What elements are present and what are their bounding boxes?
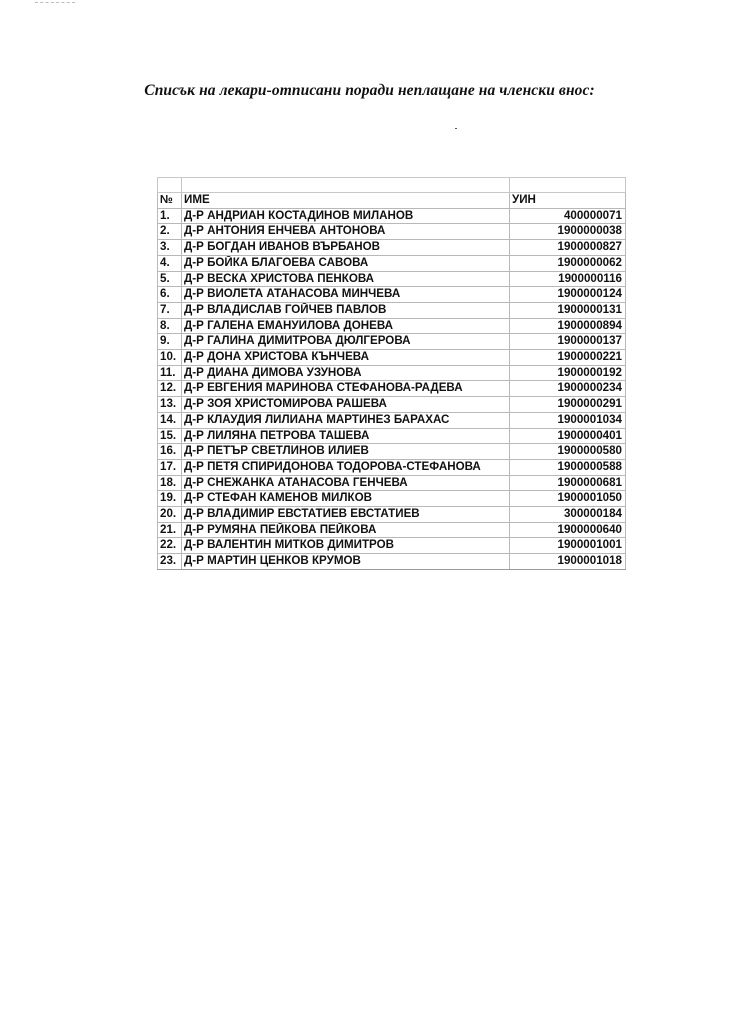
- table-row: [158, 444, 626, 460]
- doctor-uin: 1900000681: [510, 475, 626, 491]
- doctor-uin: 1900000137: [510, 334, 626, 350]
- table-header-row: [158, 193, 626, 209]
- doctor-uin: 1900000640: [510, 522, 626, 538]
- doctor-uin: 1900000894: [510, 318, 626, 334]
- row-number: 10.: [158, 350, 182, 366]
- doctor-uin: 1900001018: [510, 554, 626, 570]
- row-number: 15.: [158, 428, 182, 444]
- doctor-uin: 1900000588: [510, 459, 626, 475]
- row-number: 6.: [158, 287, 182, 303]
- doctor-name: Д-Р АНТОНИЯ ЕНЧЕВА АНТОНОВА: [182, 224, 510, 240]
- row-number: 17.: [158, 459, 182, 475]
- doctor-uin: 400000071: [510, 208, 626, 224]
- header-name: ИМЕ: [182, 193, 510, 209]
- table-row: [158, 412, 626, 428]
- doctor-name: Д-Р СНЕЖАНКА АТАНАСОВА ГЕНЧЕВА: [182, 475, 510, 491]
- doctor-name: Д-Р ВЛАДИСЛАВ ГОЙЧЕВ ПАВЛОВ: [182, 302, 510, 318]
- doctor-uin: 1900001001: [510, 538, 626, 554]
- doctor-uin: 1900000221: [510, 350, 626, 366]
- table-row: [158, 302, 626, 318]
- doctor-uin: 1900000291: [510, 397, 626, 413]
- doctor-name: Д-Р ВАЛЕНТИН МИТКОВ ДИМИТРОВ: [182, 538, 510, 554]
- row-number: 3.: [158, 240, 182, 256]
- table-row: [158, 381, 626, 397]
- row-number: 22.: [158, 538, 182, 554]
- doctor-uin: 300000184: [510, 507, 626, 523]
- header-num: №: [158, 193, 182, 209]
- doctor-name: Д-Р ВЛАДИМИР ЕВСТАТИЕВ ЕВСТАТИЕВ: [182, 507, 510, 523]
- table-row: [158, 224, 626, 240]
- row-number: 7.: [158, 302, 182, 318]
- table-row: [158, 475, 626, 491]
- doctor-uin: 1900001050: [510, 491, 626, 507]
- doctor-name: Д-Р БОЙКА БЛАГОЕВА САВОВА: [182, 255, 510, 271]
- doctors-table: [157, 177, 626, 570]
- table-row: [158, 397, 626, 413]
- row-number: 8.: [158, 318, 182, 334]
- table-row: [158, 507, 626, 523]
- doctor-uin: 1900000580: [510, 444, 626, 460]
- table-row: [158, 428, 626, 444]
- doctor-name: Д-Р ВЕСКА ХРИСТОВА ПЕНКОВА: [182, 271, 510, 287]
- doctor-uin: 1900000401: [510, 428, 626, 444]
- table-row: [158, 271, 626, 287]
- row-number: 21.: [158, 522, 182, 538]
- doctor-name: Д-Р ЗОЯ ХРИСТОМИРОВА РАШЕВА: [182, 397, 510, 413]
- table-row: [158, 334, 626, 350]
- doctor-uin: 1900000192: [510, 365, 626, 381]
- doctor-name: Д-Р ГАЛИНА ДИМИТРОВА ДЮЛГЕРОВА: [182, 334, 510, 350]
- row-number: 13.: [158, 397, 182, 413]
- doctor-name: Д-Р ДОНА ХРИСТОВА КЪНЧЕВА: [182, 350, 510, 366]
- table-row: [158, 491, 626, 507]
- doctors-table-container: [157, 177, 625, 570]
- table-row: [158, 318, 626, 334]
- scan-artifact: [35, 2, 75, 7]
- row-number: 12.: [158, 381, 182, 397]
- doctor-uin: 1900000062: [510, 255, 626, 271]
- row-number: 1.: [158, 208, 182, 224]
- doctor-name: Д-Р ЕВГЕНИЯ МАРИНОВА СТЕФАНОВА-РАДЕВА: [182, 381, 510, 397]
- table-body: [158, 178, 626, 570]
- doctor-uin: 1900000234: [510, 381, 626, 397]
- page-title: Списък на лекари-отписани поради неплащане на членски внос:: [144, 82, 595, 99]
- table-row: [158, 255, 626, 271]
- table-blank-row: [158, 178, 626, 193]
- scan-dot: [455, 128, 457, 129]
- row-number: 23.: [158, 554, 182, 570]
- blank-cell: [158, 178, 182, 193]
- doctor-name: Д-Р КЛАУДИЯ ЛИЛИАНА МАРТИНЕЗ БАРАХАС: [182, 412, 510, 428]
- table-row: [158, 287, 626, 303]
- doctor-name: Д-Р ЛИЛЯНА ПЕТРОВА ТАШЕВА: [182, 428, 510, 444]
- table-row: [158, 208, 626, 224]
- doctor-uin: 1900000131: [510, 302, 626, 318]
- doctor-name: Д-Р РУМЯНА ПЕЙКОВА ПЕЙКОВА: [182, 522, 510, 538]
- row-number: 19.: [158, 491, 182, 507]
- table-row: [158, 554, 626, 570]
- doctor-uin: 1900000116: [510, 271, 626, 287]
- doctor-uin: 1900001034: [510, 412, 626, 428]
- row-number: 5.: [158, 271, 182, 287]
- row-number: 11.: [158, 365, 182, 381]
- doctor-name: Д-Р БОГДАН ИВАНОВ ВЪРБАНОВ: [182, 240, 510, 256]
- blank-cell: [182, 178, 510, 193]
- row-number: 4.: [158, 255, 182, 271]
- blank-cell: [510, 178, 626, 193]
- row-number: 9.: [158, 334, 182, 350]
- row-number: 18.: [158, 475, 182, 491]
- doctor-name: Д-Р ПЕТЪР СВЕТЛИНОВ ИЛИЕВ: [182, 444, 510, 460]
- table-row: [158, 522, 626, 538]
- doctor-uin: 1900000038: [510, 224, 626, 240]
- doctor-name: Д-Р СТЕФАН КАМЕНОВ МИЛКОВ: [182, 491, 510, 507]
- doctor-name: Д-Р ВИОЛЕТА АТАНАСОВА МИНЧЕВА: [182, 287, 510, 303]
- table-row: [158, 350, 626, 366]
- doctor-uin: 1900000124: [510, 287, 626, 303]
- table-row: [158, 365, 626, 381]
- row-number: 20.: [158, 507, 182, 523]
- header-uin: УИН: [510, 193, 626, 209]
- doctor-name: Д-Р ДИАНА ДИМОВА УЗУНОВА: [182, 365, 510, 381]
- row-number: 14.: [158, 412, 182, 428]
- table-row: [158, 459, 626, 475]
- doctor-name: Д-Р ГАЛЕНА ЕМАНУИЛОВА ДОНЕВА: [182, 318, 510, 334]
- doctor-uin: 1900000827: [510, 240, 626, 256]
- doctor-name: Д-Р АНДРИАН КОСТАДИНОВ МИЛАНОВ: [182, 208, 510, 224]
- table-row: [158, 240, 626, 256]
- doctor-name: Д-Р ПЕТЯ СПИРИДОНОВА ТОДОРОВА-СТЕФАНОВА: [182, 459, 510, 475]
- row-number: 16.: [158, 444, 182, 460]
- doctor-name: Д-Р МАРТИН ЦЕНКОВ КРУМОВ: [182, 554, 510, 570]
- table-row: [158, 538, 626, 554]
- row-number: 2.: [158, 224, 182, 240]
